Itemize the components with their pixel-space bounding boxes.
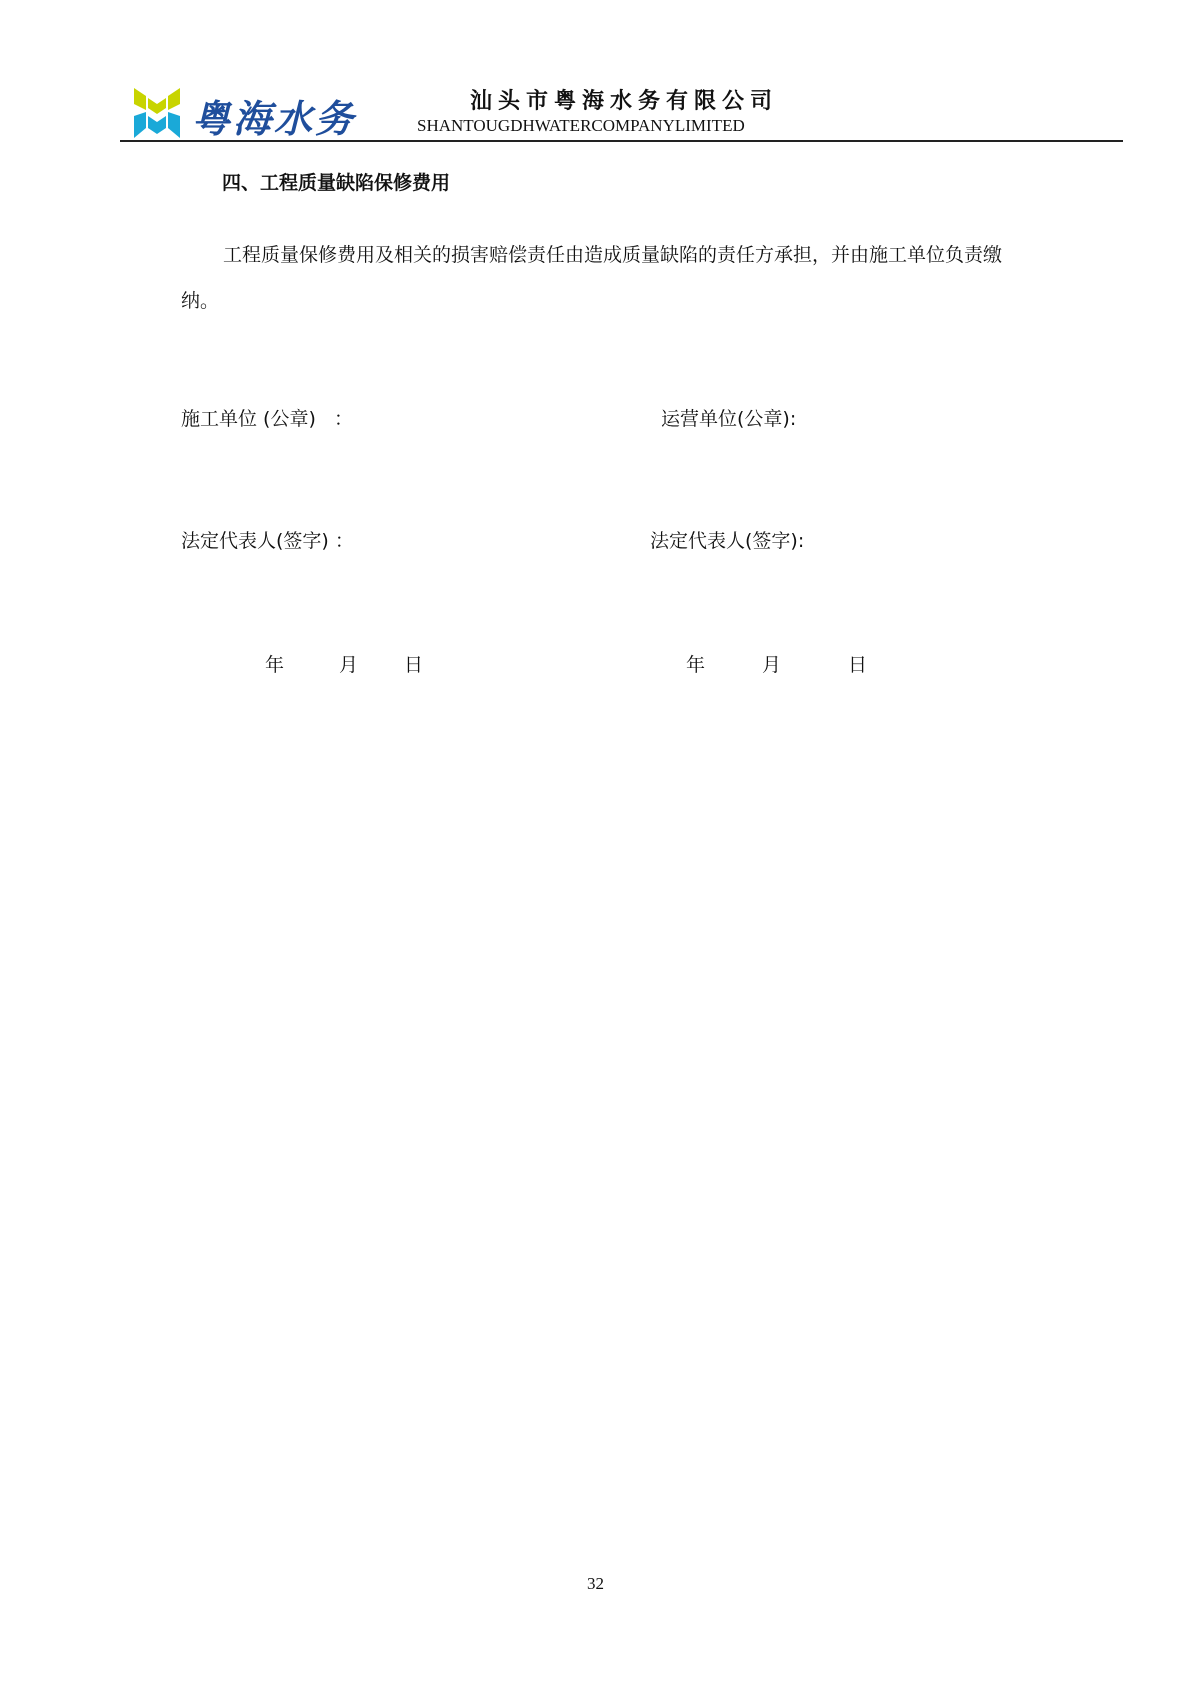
right-date-year: 年 [686, 654, 706, 676]
company-logo-icon [132, 86, 182, 140]
header-divider [120, 140, 1123, 142]
section-title: 四、工程质量缺陷保修费用 [222, 172, 451, 194]
left-date-day: 日 [404, 654, 424, 676]
logo-wordmark: 粤海水务 [192, 96, 357, 141]
right-date-month: 月 [762, 654, 782, 676]
construction-unit-seal-label: 施工单位 (公章) ： [181, 408, 353, 430]
section-paragraph: 工程质量保修费用及相关的损害赔偿责任由造成质量缺陷的责任方承担，并由施工单位负责缴纳。 [181, 244, 1003, 312]
right-date-day: 日 [848, 654, 868, 676]
left-date-month: 月 [339, 654, 359, 676]
left-date-year: 年 [265, 654, 285, 676]
company-name-cn: 汕头市粤海水务有限公司 [470, 89, 779, 114]
operating-legal-rep-label: 法定代表人(签字): [650, 530, 805, 552]
operating-unit-seal-label: 运营单位(公章): [661, 408, 797, 430]
page-number: 32 [587, 1574, 604, 1593]
company-name-en: SHANTOUGDHWATERCOMPANYLIMITED [417, 116, 745, 135]
construction-legal-rep-label: 法定代表人(签字) ： [181, 530, 354, 552]
